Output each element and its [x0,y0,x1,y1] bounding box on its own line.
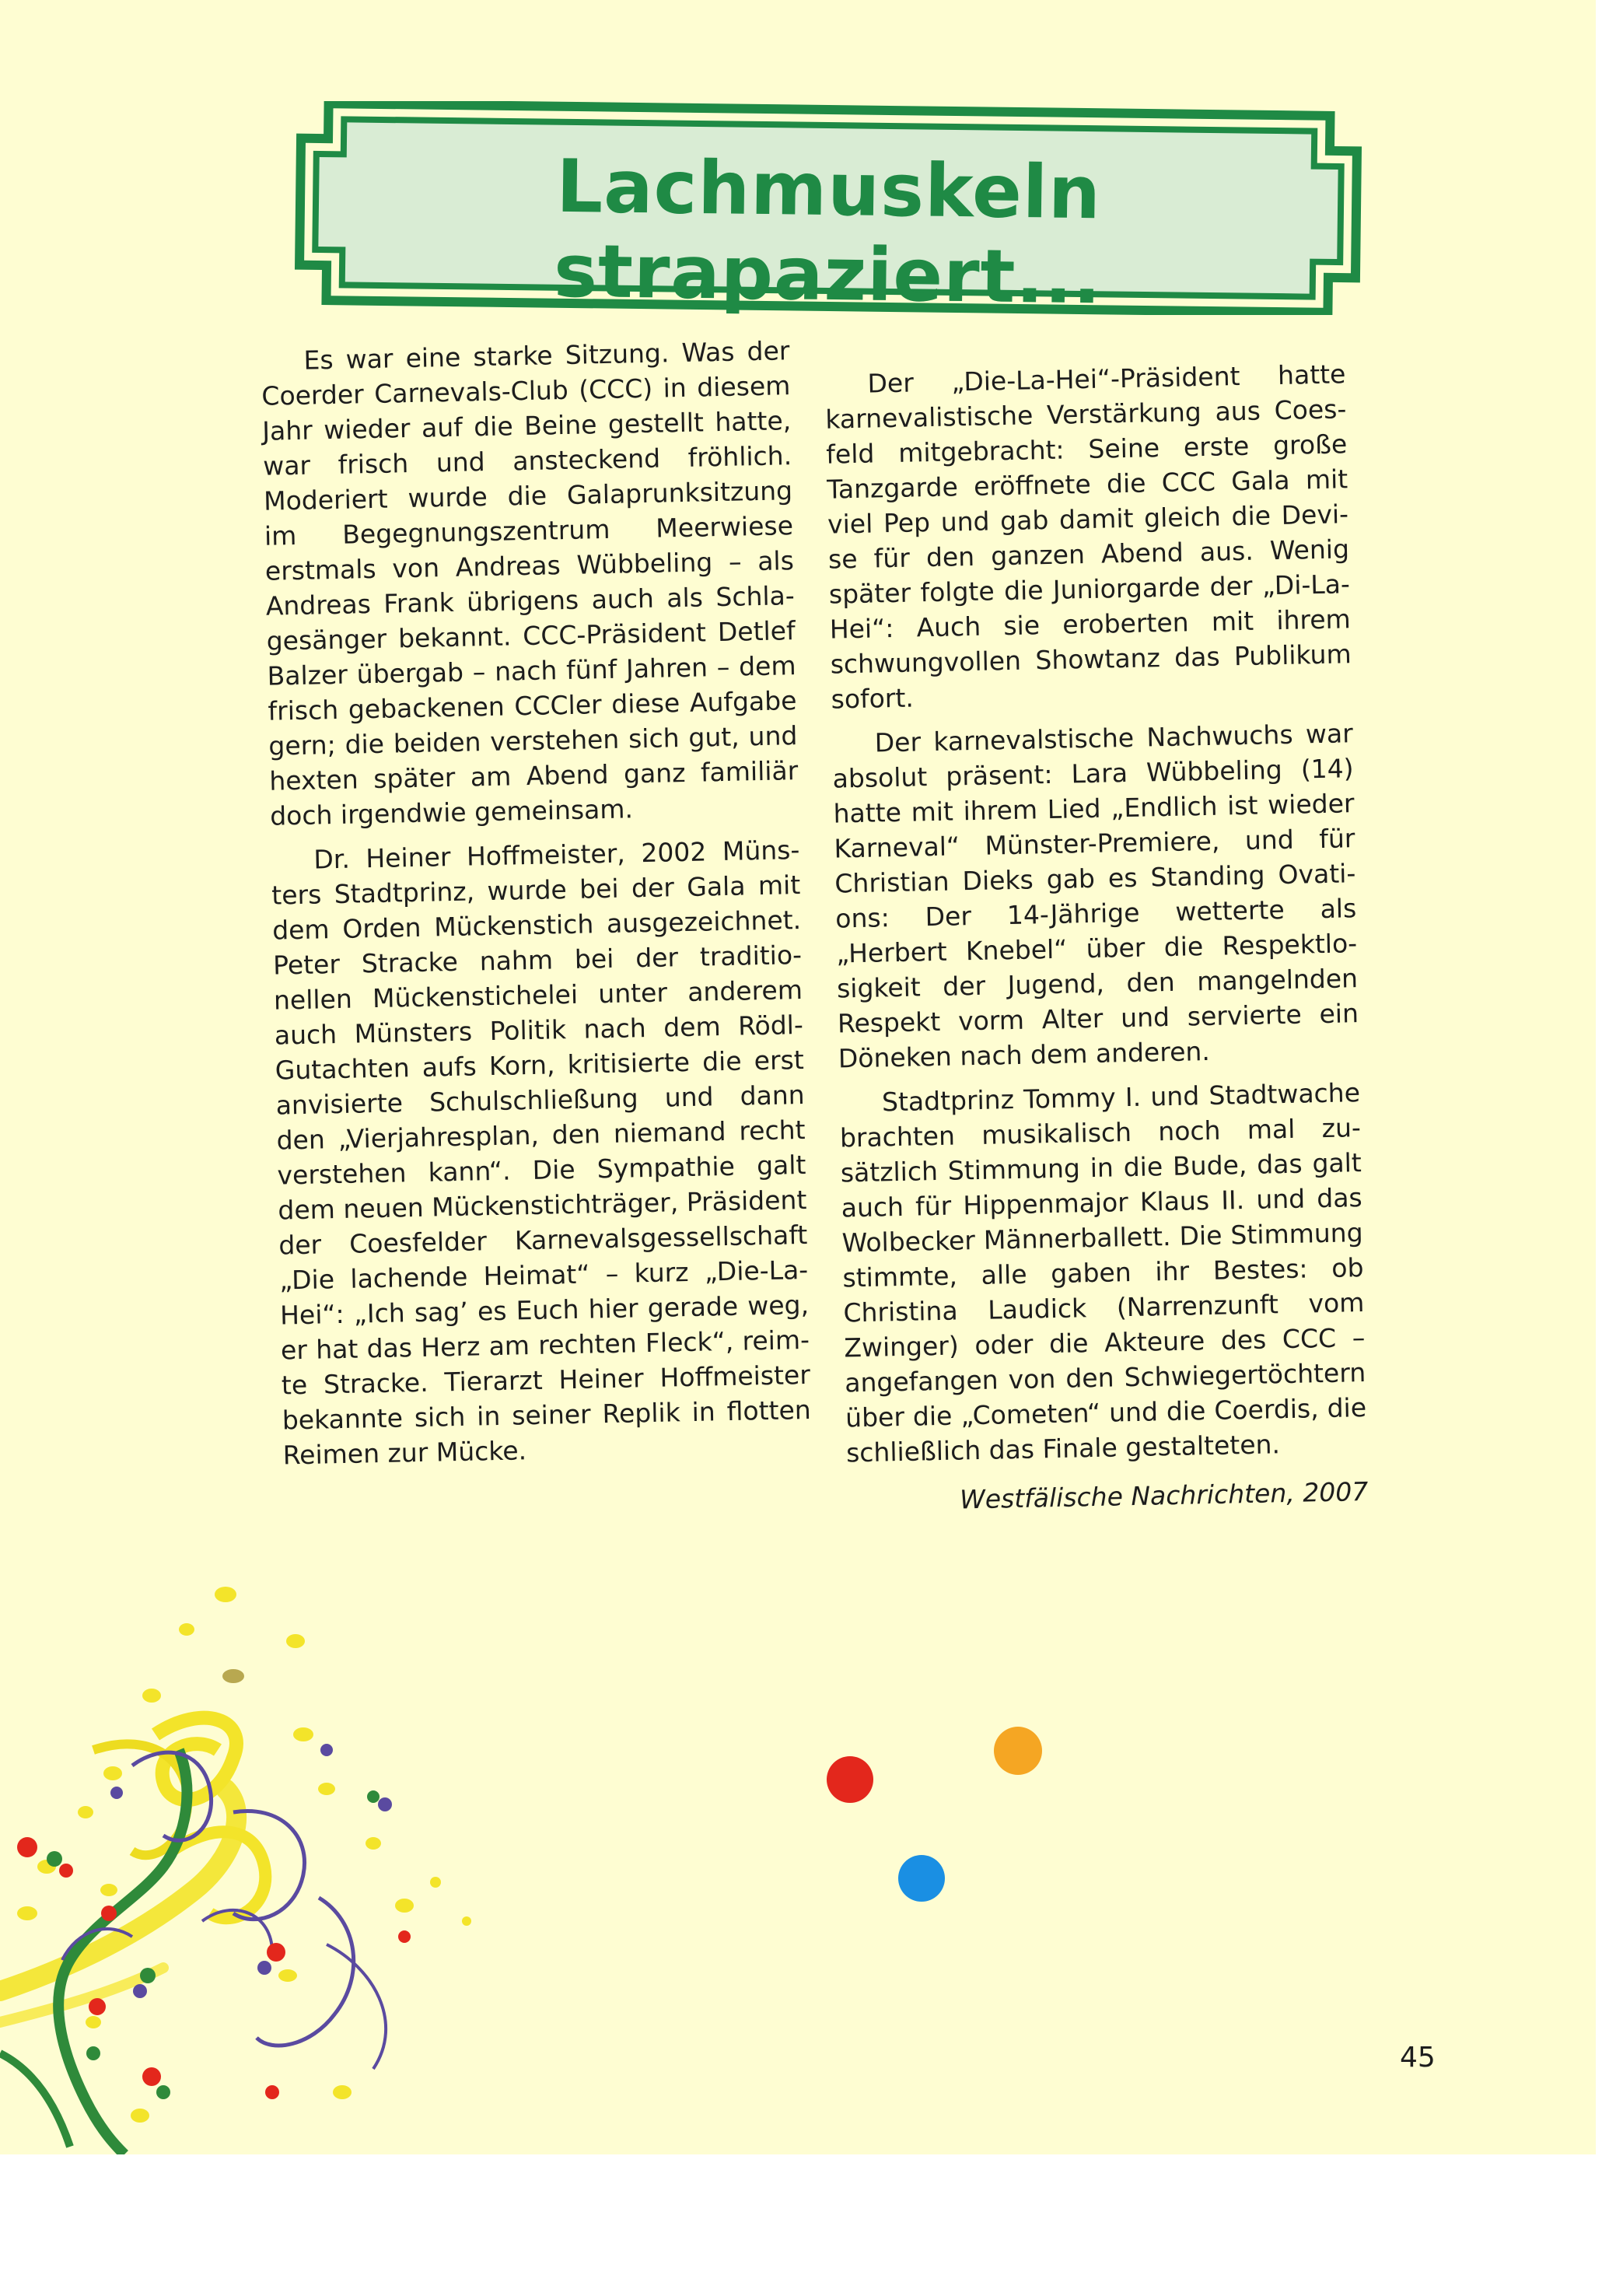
page-number: 45 [1400,2042,1436,2074]
paragraph: Dr. Heiner Hoffmeister, 2002 Münsters Stadtprinz, wurde bei der Gala mit dem Orden Mückenstich ausgezeichnet. Peter Stracke nahm bei der traditionellen Mückenstichelei unter anderem auch Münsters Politik nach dem Rödl-Gutachten aufs Korn, kritisierte die erst anvisierte Schulschließung und dann den „Vierjahresplan, den niemand recht verstehen kann“. Die Sympathie galt dem neuen Mückenstichträger, Präsident der Coesfelder Karnevalsgessellschaft „Die lachende Heimat“ – kurz „Die-La-Hei“: „Ich sag’ es Euch hier gerade weg, er hat das Herz am rechten Fleck“, reimte Stracke. Tierarzt Heiner Hoffmeister bekannte sich in seiner Replik in flotten Reimen zur Mücke. [271,835,812,1471]
confetti-streamers-illustration [0,1556,544,2154]
article-title: Lachmuskeln strapaziert... [553,144,1103,321]
paragraph: Es war eine starke Sitzung. Was der Coerder Carnevals-Club (CCC) in diesem Jahr wieder auf die Beine gestellt hatte, war frisch und ansteckend fröhlich. Moderiert wurde die Galaprunksitzung im Begegnungszentrum Meerwiese erstmals von Andreas Wübbeling – als Andreas Frank übrigens auch als Schlagesänger bekannt. CCC-Präsident Detlef Balzer übergab – nach fünf Jahren – dem frisch gebackenen CCCler diese Aufgabe gern; die beiden verstehen sich gut, und hexten später am Abend ganz familiär doch irgendwie gemeinsam. [261,335,799,831]
blue-dot [898,1855,945,1902]
article-column-right [824,356,1369,1519]
paragraph: Der karnevalstische Nachwuchs war absolut präsent: Lara Wübbeling (14) hatte mit ihrem Lied „Endlich ist wieder Karneval“ Münster-Premiere, und für Christian Dieks gab es Standing Ovations: Der 14-Jährige wetterte als „Herbert Knebel“ über die Respektlosigkeit der Jugend, den mangelnden Respekt vorm Alter und servierte ein Döneken nach dem anderen. [832,718,1359,1074]
source-citation: Westfälische Nachrichten, 2007 [959,1475,1369,1515]
article-column-left [261,333,812,1482]
title-banner [292,101,1365,321]
paragraph: Stadtprinz Tommy I. und Stadtwache brachten musikalisch noch mal zusätzlich Stimmung in die Bude, das galt auch für Hippenmajor Klaus II. und das Wolbecker Männerballett. Die Stimmung stimmte, alle gaben ihr Bestes: ob Christina Laudick (Narrenzunft vom Zwinger) oder die Akteure des CCC – angefangen von den Schwiegertöchtern über die „Cometen“ und die Coerdis, die schließlich das Finale gestalteten. [839,1077,1367,1468]
orange-dot [994,1727,1042,1775]
paragraph: Der „Die-La-Hei“-Präsident hatte karnevalistische Verstärkung aus Coesfeld mitgebracht: Seine erste große Tanzgarde eröffnete die CCC Gala mit viel Pep und gab damit gleich die Devise für den ganzen Abend aus. Wenig später folgte die Juniorgarde der „Di-La-Hei“: Auch sie eroberten mit ihrem schwungvollen Showtanz das Publikum sofort. [825,359,1352,715]
red-dot [827,1756,873,1803]
